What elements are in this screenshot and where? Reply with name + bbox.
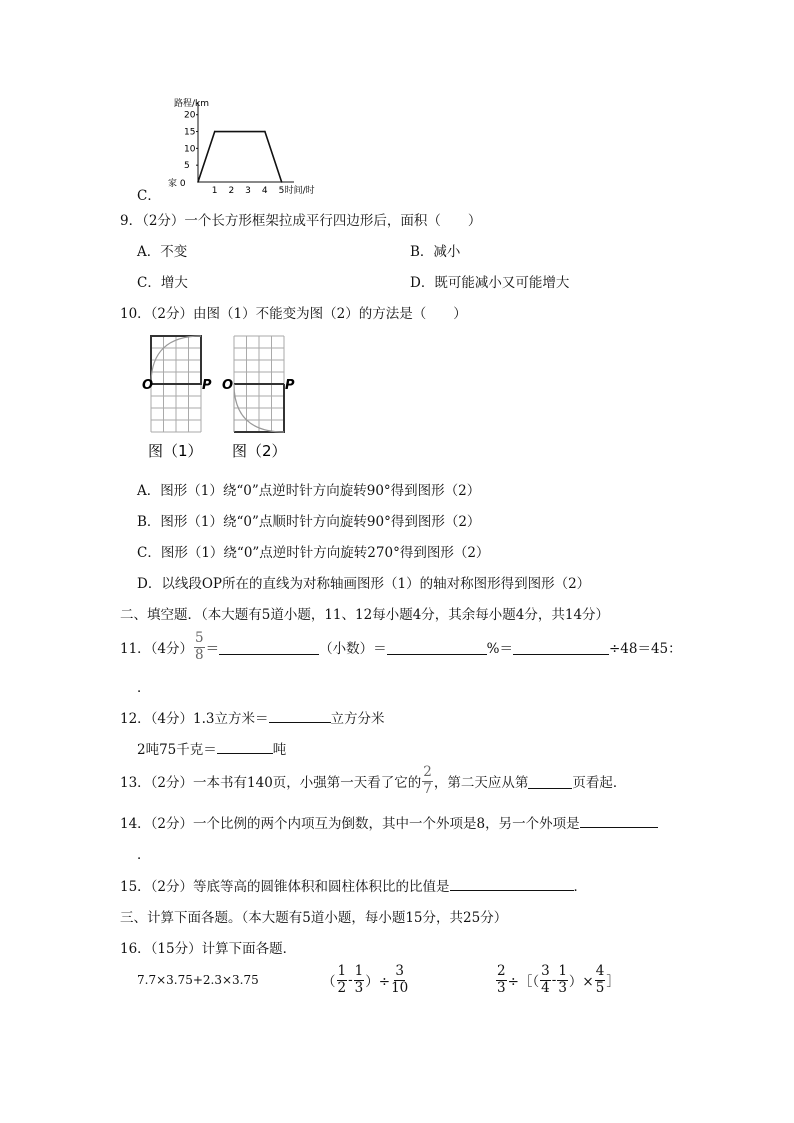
q11 <box>120 632 682 662</box>
q10-option-b[interactable]: B．图形（1）绕“0”点顺时针方向旋转90°得到图形（2） <box>137 514 481 530</box>
origin-label: 家 0 <box>168 179 186 189</box>
q12-line1: 12．（4分）1.3立方米＝ 立方分米 <box>120 707 385 727</box>
y-tick-label: 20 <box>184 110 196 121</box>
data-point <box>281 181 283 183</box>
fig2-caption: 图（2） <box>232 442 287 460</box>
distance-time-chart <box>160 96 315 196</box>
q12-blank-2[interactable] <box>217 739 273 754</box>
q11-dot: ． <box>137 680 151 696</box>
q9-option-c[interactable]: C．增大 <box>137 275 188 291</box>
q9-option-b[interactable]: B．减小 <box>410 244 461 260</box>
y-tick-label: 10 <box>184 144 196 155</box>
x-axis-label: 时间/时 <box>284 186 315 196</box>
q9-option-a[interactable]: A．不变 <box>137 244 188 260</box>
q14-blank[interactable] <box>580 813 658 828</box>
x-tick-label: 3 <box>245 186 251 196</box>
q10-option-a[interactable]: A．图形（1）绕“0”点逆时针方向旋转90°得到图形（2） <box>137 483 481 499</box>
q9-option-d[interactable]: D．既可能减小又可能增大 <box>410 275 570 291</box>
q14: 14．（2分）一个比例的两个内项互为倒数，其中一个外项是8，另一个外项是 <box>120 812 658 832</box>
y-tick-label: 5 <box>184 161 190 172</box>
q11-part3: %＝ <box>486 641 513 657</box>
q12-line2: 2吨75千克＝ 吨 <box>137 738 286 758</box>
q16-expr2: （ $\frac{1}{2}$ - $\frac{1}{3}$ ）÷ $\frac{3}{10}$ <box>322 963 409 996</box>
q8-option-c-label[interactable]: C． <box>137 188 161 204</box>
section2-title: 二、填空题．（本大题有5道小题，11、12每小题4分，其余每小题4分，共14分） <box>120 607 610 623</box>
q16-expr1: 7.7×3.75+2.3×3.75 <box>137 973 259 987</box>
q11-part4: ÷48＝45： <box>608 641 682 657</box>
q11-blank-3[interactable] <box>513 640 609 655</box>
q14-dot: ． <box>137 847 151 863</box>
q10-stem: 10．（2分）由图（1）不能变为图（2）的方法是（ ） <box>120 306 467 322</box>
section3-title: 三、计算下面各题。（本大题有5道小题，每小题15分，共25分） <box>120 910 508 926</box>
x-tick-label: 4 <box>261 186 268 196</box>
q13-fraction: $\frac{2}{7}$ <box>423 764 432 797</box>
q11-fraction: $\frac{5}{8}$ <box>195 630 204 663</box>
q11-eq1: ＝ <box>205 641 220 657</box>
data-point <box>264 131 266 133</box>
fig2-label-o: O <box>222 378 234 393</box>
q10-option-d[interactable]: D．以线段OP所在的直线为对称轴画图形（1）的轴对称图形得到图形（2） <box>137 576 591 592</box>
fig2-label-p: P <box>285 378 295 393</box>
q10-figures <box>140 332 310 468</box>
rotation-figures <box>140 332 310 464</box>
q10-option-c[interactable]: C．图形（1）绕“0”点逆时针方向旋转270°得到图形（2） <box>137 545 490 561</box>
q11-part2: （小数）＝ <box>319 641 387 657</box>
q12-blank-1[interactable] <box>269 708 331 723</box>
series-line <box>198 132 282 182</box>
q15-blank[interactable] <box>450 876 574 891</box>
q11-prefix: 11．（4分） <box>120 641 194 657</box>
q16-stem: 16．（15分）计算下面各题． <box>120 941 297 957</box>
fig1-label-o: O <box>142 378 154 393</box>
data-point <box>214 131 216 133</box>
q11-blank-1[interactable] <box>219 640 319 655</box>
q13-blank[interactable] <box>528 774 572 789</box>
data-point <box>197 181 199 183</box>
x-tick-label: 1 <box>211 186 218 196</box>
fig1-caption: 图（1） <box>148 442 203 460</box>
x-tick-label: 2 <box>228 186 235 196</box>
q8-chart <box>160 96 315 200</box>
q16-expr3: $\frac{2}{3}$ ÷［（ $\frac{3}{4}$ - $\frac{1}{3}$ ）× $\frac{4}{5}$ ］ <box>497 963 620 996</box>
fig1-label-p: P <box>202 378 212 393</box>
q11-blank-2[interactable] <box>387 640 487 655</box>
q13: 13．（2分）一本书有140页，小强第一天看了它的 $\frac{2}{7}$ ，第二天应从第 页看起． <box>120 764 627 797</box>
x-tick-label: 5 <box>278 186 285 196</box>
q15: 15．（2分）等底等高的圆锥体积和圆柱体积比的比值是 ． <box>120 875 587 895</box>
q9-stem: 9．（2分）一个长方形框架拉成平行四边形后，面积（ ） <box>120 213 482 229</box>
y-tick-label: 15 <box>184 127 196 138</box>
y-axis-label: 路程/km <box>174 99 210 109</box>
